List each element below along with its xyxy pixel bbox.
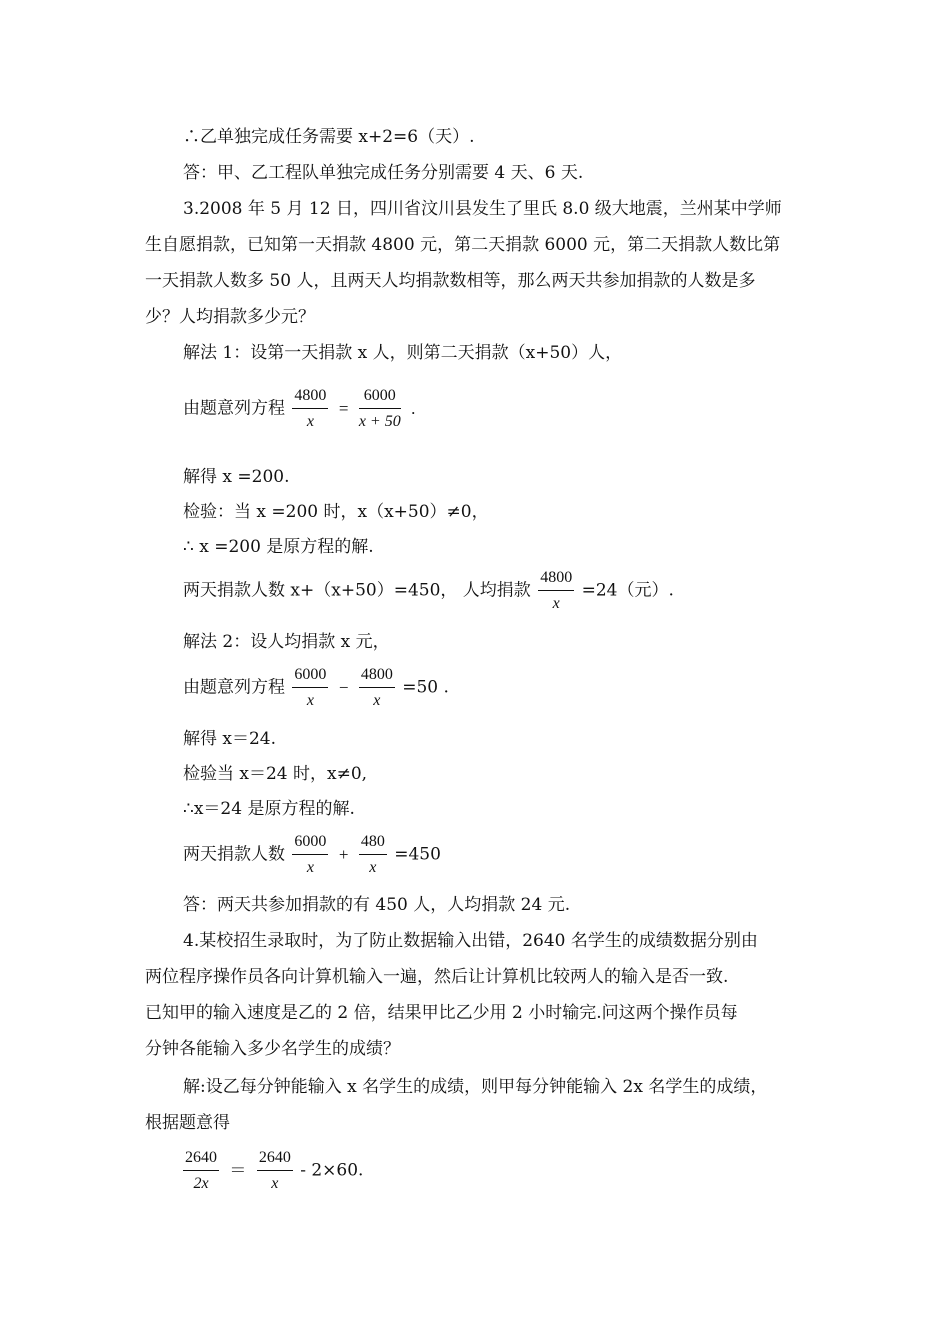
fraction-denominator: x + 50 (358, 413, 401, 430)
fraction-numerator: 4800 (359, 665, 395, 688)
fraction (292, 665, 328, 711)
problem4-line-3: 已知甲的输入速度是乙的 2 倍，结果甲比乙少用 2 小时输完.问这两个操作员每 (145, 1003, 738, 1023)
problem4-line-1: 4.某校招生录取时，为了防止数据输入出错，2640 名学生的成绩数据分别由 (183, 931, 758, 951)
fraction-numerator: 6000 (292, 832, 328, 855)
fraction (183, 1148, 219, 1194)
equals-sign: ＝ (229, 1160, 247, 1180)
total-prefix: 两天捐款人数 x+（x+50）=450， 人均捐款 (183, 580, 531, 601)
fraction-denominator: 2x (193, 1175, 209, 1192)
fraction-numerator: 4800 (292, 386, 328, 409)
solution1-equation (183, 386, 418, 432)
solution1-root: ∴ x =200 是原方程的解. (183, 537, 374, 557)
fraction (359, 832, 387, 878)
fraction-numerator: 2640 (257, 1148, 293, 1171)
problem3-line-3: 一天捐款人数多 50 人，且两天人均捐款数相等，那么两天共参加捐款的人数是多 (145, 271, 756, 291)
fraction-denominator: x (271, 1175, 279, 1192)
equation-suffix: - 2×60. (300, 1160, 364, 1181)
total-prefix: 两天捐款人数 (183, 844, 285, 865)
answer3-line: 答：两天共参加捐款的有 450 人，人均捐款 24 元. (183, 895, 571, 915)
fraction-denominator: x (373, 692, 381, 709)
problem3-line-4: 少？人均捐款多少元？ (145, 307, 315, 327)
solution2-root: ∴x＝24 是原方程的解. (183, 799, 355, 819)
fraction-numerator: 2640 (183, 1148, 219, 1171)
fraction-numerator: 6000 (359, 386, 401, 409)
solution2-intro: 解法 2：设人均捐款 x 元， (183, 632, 390, 652)
minus-sign: − (338, 677, 349, 697)
fraction (257, 1148, 293, 1194)
equation-prefix: 由题意列方程 (183, 398, 285, 419)
solution1-total (183, 568, 674, 614)
fraction-denominator: x (306, 413, 314, 430)
problem3-line-1: 3.2008 年 5 月 12 日，四川省汶川县发生了里氏 8.0 级大地震，兰州某中学师 (183, 199, 782, 219)
solution2-solve: 解得 x＝24. (183, 729, 277, 749)
fraction-numerator: 6000 (292, 665, 328, 688)
fraction-denominator: x (306, 859, 314, 876)
fraction (292, 386, 328, 432)
equals-sign: = (338, 398, 349, 418)
plus-sign: + (338, 844, 349, 864)
period: . (411, 398, 416, 418)
solution2-total (183, 832, 441, 878)
fraction-numerator: 480 (359, 832, 387, 855)
solution4-equation (181, 1148, 363, 1194)
fraction-numerator: 4800 (538, 568, 574, 591)
solution1-check: 检验：当 x =200 时，x（x+50）≠0， (183, 502, 489, 522)
fraction (359, 386, 401, 432)
solution1-solve: 解得 x =200. (183, 467, 290, 487)
solution1-intro: 解法 1：设第一天捐款 x 人，则第二天捐款（x+50）人， (183, 343, 623, 363)
problem4-line-4: 分钟各能输入多少名学生的成绩？ (145, 1039, 400, 1059)
fraction-denominator: x (552, 595, 560, 612)
equation-suffix: =50 . (402, 677, 449, 698)
solution4-line-1: 解:设乙每分钟能输入 x 名学生的成绩，则甲每分钟能输入 2x 名学生的成绩， (183, 1077, 768, 1097)
answer-line: 答：甲、乙工程队单独完成任务分别需要 4 天、6 天. (183, 163, 584, 183)
fraction-denominator: x (306, 692, 314, 709)
solution4-line-2: 根据题意得 (145, 1113, 230, 1133)
solution2-check: 检验当 x＝24 时，x≠0, (183, 764, 368, 784)
total-suffix: =450 (394, 844, 441, 865)
problem4-line-2: 两位程序操作员各向计算机输入一遍，然后让计算机比较两人的输入是否一致. (145, 967, 729, 987)
solution2-equation (183, 665, 449, 711)
fraction (538, 568, 574, 614)
fraction-denominator: x (369, 859, 377, 876)
equation-prefix: 由题意列方程 (183, 677, 285, 698)
total-suffix: =24（元）. (581, 580, 674, 601)
fraction (292, 832, 328, 878)
fraction (359, 665, 395, 711)
problem3-line-2: 生自愿捐款，已知第一天捐款 4800 元，第二天捐款 6000 元，第二天捐款人数比第 (145, 235, 781, 255)
conclusion-line: ∴乙单独完成任务需要 x+2=6（天）. (183, 127, 475, 147)
